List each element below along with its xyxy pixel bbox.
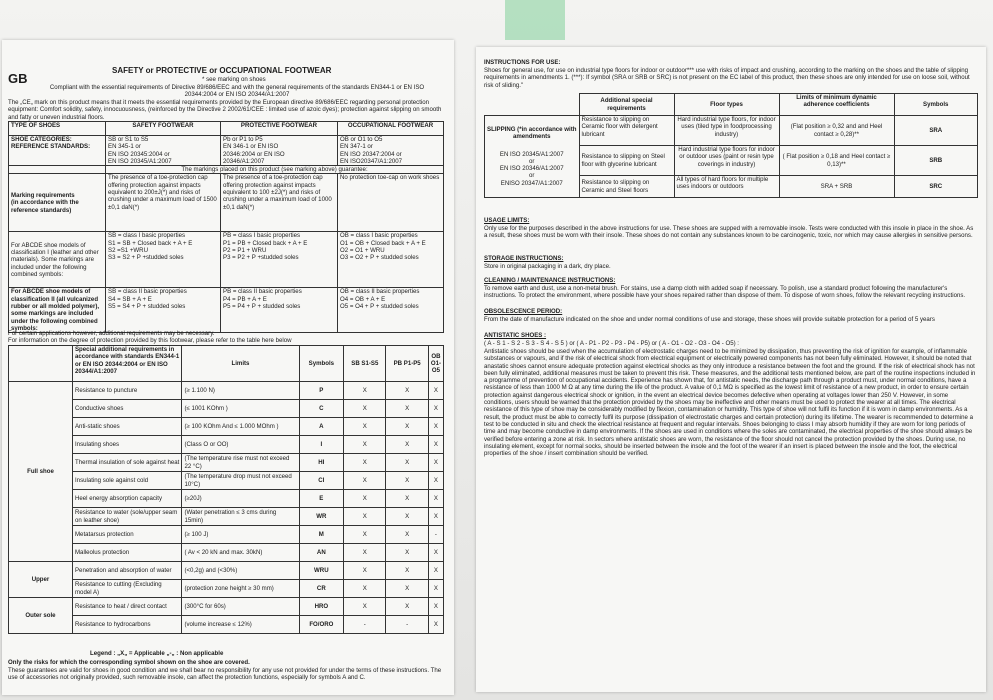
slip-limit-srb: ( Flat position ≥ 0,18 and Heel contact ≥ 0,13)** [779, 146, 894, 176]
requirement-symbol: P [299, 382, 344, 400]
requirement-row [9, 436, 444, 454]
requirement-symbol: FO/ORO [299, 616, 344, 634]
requirement-symbol: HI [299, 454, 344, 472]
requirements-table [8, 345, 444, 634]
requirement-row [9, 598, 444, 616]
marking-requirements-label: Marking requirements (in accordance with the reference standards) [9, 174, 106, 232]
safety-categories: SB or S1 to S5 EN 345-1 or EN ISO 20345:2004 or EN ISO 20345/A1:2007 [106, 136, 221, 166]
instructions-text: Shoes for general use, for use on industrial type floors for indoor or outdoor*** use with risks of impact and crushing, according to the marking on the shoes and the table of slipping requirements in amendments 1. (***): If symbol (SRA or SRB or SRC) is not present on the EC label of this product, then these shoes are only intended for use on loose soil, without risk of sliding." [484, 67, 970, 89]
pb-applicability: X [386, 508, 428, 526]
requirement-symbol: I [299, 436, 344, 454]
slip-req-src: Resistance to slipping on Ceramic and Steel floors [579, 176, 674, 198]
occupational-categories: OB or O1 to O5 EN 347-1 or EN ISO 20347:2004 or EN ISO20347/A1:2007 [338, 136, 444, 166]
requirement-limit: (<0,2g) and (<30%) [182, 562, 299, 580]
safety-class2: SB = class II basic properties S4 = SB + A + E S5 = S4 + P + studded soles [106, 288, 221, 333]
slip-floor-sra: Hard industrial type floors, for indoor uses (tiled type in foodprocessing industry) [674, 116, 779, 146]
pb-header: PB P1-P5 [386, 346, 428, 382]
requirement-symbol: AN [299, 544, 344, 562]
requirement-row [9, 526, 444, 544]
requirement-limit: (≤ 1001 KOhm ) [182, 400, 299, 418]
symbols-header: Symbols [299, 346, 344, 382]
antistatic-title: ANTISTATIC SHOES : [484, 332, 547, 339]
pb-applicability: X [386, 472, 428, 490]
pb-applicability: X [386, 580, 428, 598]
cleaning-title: CLEANING / MAINTENANCE INSTRUCTIONS: [484, 277, 616, 284]
sb-applicability: X [344, 526, 386, 544]
requirement-name: Metatarsus protection [72, 526, 181, 544]
ob-applicability: X [428, 616, 443, 634]
slip-req-sra: Resistance to slipping on Ceramic floor with detergent lubricant [579, 116, 674, 146]
slip-limit-src: SRA + SRB [779, 176, 894, 198]
requirement-name: Insulating shoes [72, 436, 181, 454]
sb-applicability: X [344, 454, 386, 472]
requirement-row [9, 616, 444, 634]
safety-class1: SB = class I basic properties S1 = SB + Closed back + A + E S2 =S1 +WRU S3 = S2 + P +studded soles [106, 232, 221, 288]
requirement-symbol: WRU [299, 562, 344, 580]
obsolescence-text: From the date of manufacture indicated on the shoe and under normal conditions of use and storage, these shoes will provide suitable protection for a period of 5 years [484, 316, 935, 323]
special-requirements-header: Special additional requirements in accordance with standards EN344-1 or EN ISO 20344:2004 or EN ISO 20344/A1:2007 [72, 346, 181, 382]
slipping-label: SLIPPING (*in accordance with amendments [487, 125, 577, 141]
requirement-name: Insulating sole against cold [72, 472, 181, 490]
sb-applicability: X [344, 598, 386, 616]
occupational-class2: OB = class II basic properties O4 = OB + A + E O5 = O4 + P + studded soles [338, 288, 444, 333]
antistatic-codes: ( A - S 1 - S 2 - S 3 - S 4 - S 5 ) or ( A - P1 - P2 - P3 - P4 - P5) or ( A - O1 - O2 - O3 - O4 - O5) : [484, 340, 739, 347]
requirement-limit: (≥ 1.100 N) [182, 382, 299, 400]
standard-20347: ENISO 20347/A1:2007 [500, 179, 563, 187]
requirement-row [9, 418, 444, 436]
cleaning-text: To remove earth and dust, use a non-metal brush. For stains, use a damp cloth with added soap if necessary. To polish, use a standard product following the manufacturer's instructions. To protect the environment, where possible have your shoes repaired rather than dispose of them. To dispose of worn shoes, follow the relevant recycling instructions. [484, 285, 966, 300]
instructions-title: INSTRUCTIONS FOR USE: [484, 59, 561, 66]
requirement-symbol: E [299, 490, 344, 508]
slip-symbol-srb: SRB [894, 146, 978, 176]
usage-limits-title: USAGE LIMITS: [484, 217, 530, 224]
abcde-class2-label: For ABCDE shoe models of classification II (all vulcanized rubber or all molded polymer), some markings are included under the following combined symbols: [9, 288, 106, 333]
requirement-group: Outer sole [9, 598, 73, 634]
sb-header: SB S1-S5 [344, 346, 386, 382]
ob-applicability: X [428, 508, 443, 526]
requirement-name: Resistance to puncture [72, 382, 181, 400]
type-header: TYPE OF SHOES [9, 122, 106, 136]
usage-limits-text: Only use for the purposes described in the above instructions for use. These shoes are supped with a removable insole. Tests were conducted with this insole in place in the shoe. As a result, these shoes must be worn with their insole. These shoes do not contain any substances known to be carcinogenic, toxic, nor which may cause allergies in sensitive persons. [484, 225, 974, 240]
ob-applicability: X [428, 472, 443, 490]
requirement-name: Resistance to cutting (Excluding model A) [72, 580, 181, 598]
shoe-types-table [8, 121, 444, 333]
protective-marking: The presence of a toe-protection cap offering protection against impacts equivalent to 100 ±2J(*) and risks of crushing under a maximum load of 1000 ±0,1 daN(*) [221, 174, 338, 232]
requirement-group: Full shoe [9, 382, 73, 562]
occupational-marking: No protection toe-cap on work shoes [338, 174, 444, 232]
left-page [2, 40, 454, 695]
slip-req-srb: Resistance to slipping on Steel floor with glycerine lubricant [579, 146, 674, 176]
compliance-statement: Compliant with the essential requirements of Directive 89/686/EEC and with the general requirements of the standards EN344-1 or EN ISO 20344:2004 or EN ISO 20344/A1:2007 [49, 84, 425, 99]
ob-applicability: X [428, 598, 443, 616]
floor-types-header: Floor types [674, 94, 779, 116]
page-title: SAFETY or PROTECTIVE or OCCUPATIONAL FOOTWEAR [112, 66, 332, 75]
requirement-symbol: A [299, 418, 344, 436]
occupational-class1: OB = class I basic properties O1 = OB + Closed back + A + E O2 = O1 + WRU O3 = O2 + P + studded soles [338, 232, 444, 288]
standard-20345: EN ISO 20345/A1:2007 [499, 150, 564, 158]
markings-guarantee: The markings placed on this product (see marking above) guarantee: [106, 166, 444, 174]
requirement-limit: (Class O or OO) [182, 436, 299, 454]
ob-applicability: X [428, 562, 443, 580]
pb-applicability: X [386, 418, 428, 436]
pb-applicability: - [386, 616, 428, 634]
protection-info-note: For information on the degree of protection provided by this footwear, please refer to the table here below [8, 337, 292, 344]
safety-marking: The presence of a toe-protection cap offering protection against impacts equivalent to 200±J(*) and risks of crushing under a maximum load of 1500 ±0,1 daN(*) [106, 174, 221, 232]
protective-class2: PB = class II basic properties P4 = PB + A + E P5 = P4 + P + studded soles [221, 288, 338, 333]
pb-applicability: X [386, 436, 428, 454]
pb-applicability: X [386, 526, 428, 544]
green-tape [505, 0, 565, 40]
ob-applicability: - [428, 526, 443, 544]
storage-text: Store in original packaging in a dark, dry place. [484, 263, 611, 270]
requirement-row [9, 544, 444, 562]
ob-applicability: X [428, 400, 443, 418]
requirement-name: Thermal insulation of sole against heat [72, 454, 181, 472]
slip-floor-srb: Hard industrial type floors for indoor or outdoor uses (paint or resin type coverings in industry) [674, 146, 779, 176]
requirement-limit: (300°C for 60s) [182, 598, 299, 616]
additional-requirements-header: Additional special requirements [579, 94, 674, 116]
sb-applicability: X [344, 544, 386, 562]
safety-col-header: SAFETY FOOTWEAR [106, 122, 221, 136]
sb-applicability: X [344, 490, 386, 508]
requirement-row [9, 508, 444, 526]
obsolescence-title: OBSOLESCENCE PERIOD: [484, 308, 563, 315]
standard-or-1: or [529, 157, 535, 165]
intro-text: The „CE„ mark on this product means that it meets the essential requirements provided by the European directive 89/686/EEC regarding personal protection equipment: Comfort solidity, safety, innocuousness, (reinforced by the Directive 2 2002/61/CEE : limited use of azoic dyes); protection against slipping on smooth and fatty or uneven industrial floors. [8, 99, 442, 121]
slip-symbol-sra: SRA [894, 116, 978, 146]
protective-categories: Pb or P1 to P5 EN 346-1 or EN ISO 20346:2004 or EN ISO 20346/A1:2007 [221, 136, 338, 166]
requirement-symbol: C [299, 400, 344, 418]
language-code: GB [8, 71, 28, 86]
requirement-row [9, 562, 444, 580]
antistatic-text: Antistatic shoes should be used when the accumulation of electrostatic charges need to be minimized by dissipation, thus preventing the risk of ignition for example, of inflammable substances or vapours, and if the risk of electrical shock from electrical equipment or electrically powered components has not been fully eliminated. However, it should be noted that anastatic shoes cannot ensure adequate protection against electrical shocks as they only introduce a resistance between the foot and the ground. If the risk of electrical shock has not been fully eliminated, additional measures must be taken to prevent this risk. These measures, and the additional tests mentioned below, are part of the routine inspections included in a programme of prevention of occupational accidents. Experience has shown that, for antistatic needs, the discharge path through a product must, under normal conditions, have a resistance of less than 1000 M Ω at any time during the life of the product. A value of 0,1 MΩ is specified as the lowest limit of resistance of a new product, in order to ensure certain protection against dangerous electrical shock or ignition, in the event an electrical device becomes defective when operating at voltages lower than 250 V. However, in some conditions, users should be warned that the protection provided by the shoes may be ineffective and other means must be used to protect the wearer at all times. The electrical resistance of this type of shoe may be considerably modified by flexion, contamination or humidity. This type of shoe will not fulfil its function if it is worn in damp environments. As a result, the product must be able to correctly fulfil its purpose (dissipation of electrostatic charges and certain protection) during its lifetime. The wearer is recommended to determine a test to be conducted in situ and check the electrical resistance at frequent and regular intervals. Shoes belonging to class I may absorb humidity if they are worn for long periods of time and may become conductive in damp environments. If the shoes are used in conditions where the soles are contaminated, the electrical properties of the shoe should always be verified before entering a zone at risk. In sectors where antistatic shoes are worn, the resistance of the floor should not cancel the protection provided by the shoes. During use, no insulating element, except for normal socks, should be inserted between the insole and the foot of the wearer if an insert is placed between the insole and the foot, the electrical properties of the shoe / insert combination should be verified. [484, 348, 976, 458]
ob-applicability: X [428, 544, 443, 562]
requirement-symbol: HRO [299, 598, 344, 616]
covered-risks-note: Only the risks for which the corresponding symbol shown on the shoe are covered. [8, 659, 250, 666]
requirement-limit: (The temperature drop must not exceed 10°C) [182, 472, 299, 490]
slip-limit-sra: (Flat position ≥ 0,32 and and Heel contact ≥ 0,28)** [779, 116, 894, 146]
sb-applicability: X [344, 436, 386, 454]
ob-applicability: X [428, 454, 443, 472]
right-page [476, 47, 986, 692]
requirement-name: Anti-static shoes [72, 418, 181, 436]
see-marking-note: * see marking on shoes [202, 76, 266, 83]
requirement-limit: (≥ 100 KOhm And ≤ 1.000 MOhm ) [182, 418, 299, 436]
slipping-table [484, 93, 978, 198]
standard-or-2: or [529, 172, 535, 180]
categories-label: SHOE CATEGORIES: REFERENCE STANDARDS: [9, 136, 106, 166]
sb-applicability: X [344, 382, 386, 400]
sb-applicability: X [344, 580, 386, 598]
requirement-symbol: M [299, 526, 344, 544]
requirement-limit: (protection zone height ≥ 30 mm) [182, 580, 299, 598]
ob-applicability: X [428, 418, 443, 436]
requirement-name: Resistance to hydrocarbons [72, 616, 181, 634]
pb-applicability: X [386, 598, 428, 616]
pb-applicability: X [386, 400, 428, 418]
limits-header: Limits [182, 346, 299, 382]
pb-applicability: X [386, 544, 428, 562]
slip-symbols-header: Symbols [894, 94, 978, 116]
requirement-row [9, 490, 444, 508]
sb-applicability: X [344, 472, 386, 490]
requirement-row [9, 400, 444, 418]
requirement-limit: (volume increase ≤ 12%) [182, 616, 299, 634]
sb-applicability: X [344, 418, 386, 436]
requirement-limit: (≥20J) [182, 490, 299, 508]
requirement-symbol: WR [299, 508, 344, 526]
slip-floor-src: All types of hard floors for multiple uses indoors or outdoors [674, 176, 779, 198]
ob-applicability: X [428, 490, 443, 508]
legend: Legend : „X„ = Applicable „-„ : Non applicable [90, 650, 224, 657]
requirement-limit: (The temperature rise must not exceed 22 °C) [182, 454, 299, 472]
abcde-class1-label: For ABCDE shoe models of classification I (leather and other materials). Some markings are included under the following combined symbols: [9, 232, 106, 288]
adherence-limits-header: Limits of minimum dynamic adherence coefficients [779, 94, 894, 116]
requirement-symbol: CR [299, 580, 344, 598]
requirement-row [9, 580, 444, 598]
sb-applicability: X [344, 562, 386, 580]
storage-title: STORAGE INSTRUCTIONS: [484, 255, 564, 262]
requirement-name: Heel energy absorption capacity [72, 490, 181, 508]
slip-symbol-src: SRC [894, 176, 978, 198]
ob-header: OB O1-O5 [428, 346, 443, 382]
requirement-name: Conductive shoes [72, 400, 181, 418]
requirement-limit: (≥ 100 J) [182, 526, 299, 544]
requirement-name: Malleolus protection [72, 544, 181, 562]
pb-applicability: X [386, 562, 428, 580]
ob-applicability: X [428, 580, 443, 598]
pb-applicability: X [386, 382, 428, 400]
ob-applicability: X [428, 436, 443, 454]
requirement-symbol: CI [299, 472, 344, 490]
requirement-row [9, 454, 444, 472]
occupational-col-header: OCCUPATIONAL FOOTWEAR [338, 122, 444, 136]
requirement-name: Resistance to water (sole/upper seam on leather shoe) [72, 508, 181, 526]
sb-applicability: X [344, 508, 386, 526]
requirement-limit: ( Av < 20 kN and max. 30kN) [182, 544, 299, 562]
protective-col-header: PROTECTIVE FOOTWEAR [221, 122, 338, 136]
requirement-group: Upper [9, 562, 73, 598]
sb-applicability: - [344, 616, 386, 634]
certain-applications-note: For certain applications however, additional requirements may be necessary. [8, 330, 215, 337]
pb-applicability: X [386, 490, 428, 508]
requirement-row [9, 382, 444, 400]
pb-applicability: X [386, 454, 428, 472]
requirement-limit: (Water penetration ≤ 3 cms during 15min) [182, 508, 299, 526]
ob-applicability: X [428, 382, 443, 400]
requirement-name: Penetration and absorption of water [72, 562, 181, 580]
standard-20346: EN ISO 20346/A1:2007 [499, 165, 564, 173]
requirement-name: Resistance to heat / direct contact [72, 598, 181, 616]
protective-class1: PB = class I basic properties P1 = PB + Closed back + A + E P2 = P1 + WRU P3 = P2 + P +studded soles [221, 232, 338, 288]
requirement-row [9, 472, 444, 490]
guarantees-note: These guarantees are valid for shoes in good condition and we shall bear no responsibility for any use not provided for under the terms of these instructions. The use of accessories not originally provided, such removable insole, can affect the protection functions, especially for symbols A and C. [8, 667, 442, 682]
sb-applicability: X [344, 400, 386, 418]
